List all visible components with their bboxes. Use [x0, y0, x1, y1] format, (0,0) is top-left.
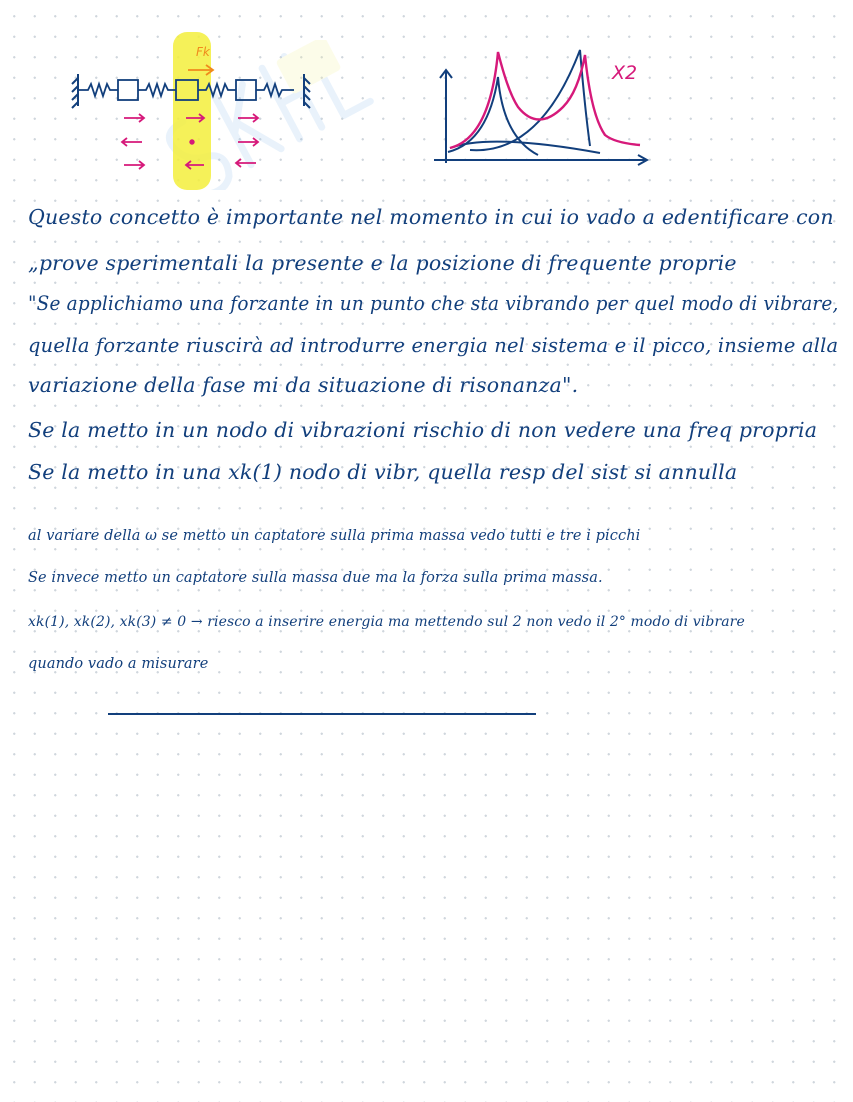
- mode-arrows-right: [236, 114, 258, 167]
- note-line-1: Questo concetto è importante nel momento in cui io vado a edentificare con: [28, 205, 834, 229]
- note-line-5: variazione della fase mi da situazione di risonanza".: [28, 373, 579, 397]
- force-label: Fk: [196, 45, 210, 59]
- note-line-10: xk(1), xk(2), xk(3) ≠ 0 → riesco a inserire energia ma mettendo sul 2 non vedo il 2° modo di vibrare: [28, 614, 745, 630]
- note-line-9: Se invece metto un captatore sulla massa due ma la forza sulla prima massa.: [28, 570, 603, 586]
- section-divider: [108, 713, 536, 715]
- mode-curves: [448, 50, 600, 155]
- right-wall: [304, 74, 310, 108]
- left-wall: [72, 74, 78, 108]
- note-line-6: Se la metto in un nodo di vibrazioni rischio di non vedere una freq propria: [28, 418, 818, 442]
- note-line-7: Se la metto in una xk(1) nodo di vibr, quella resp del sist si annulla: [28, 460, 738, 484]
- mode-arrows-left: [122, 114, 144, 169]
- note-line-2: „prove sperimentali la presente e la posizione di frequente proprie: [28, 251, 737, 275]
- vibration-sketch: [0, 0, 853, 200]
- note-line-4: quella forzante riuscirà ad introdurre energia nel sistema e il picco, insieme alla: [28, 333, 839, 357]
- note-line-3: "Se applichiamo una forzante in un punto che sta vibrando per quel modo di vibrare,: [28, 292, 839, 315]
- graph-label: X2: [612, 62, 638, 84]
- note-line-11: quando vado a misurare: [28, 656, 209, 672]
- plot-axes: [434, 70, 647, 165]
- note-line-8: al variare della ω se metto un captatore sulla prima massa vedo tutti e tre i picchi: [28, 528, 641, 544]
